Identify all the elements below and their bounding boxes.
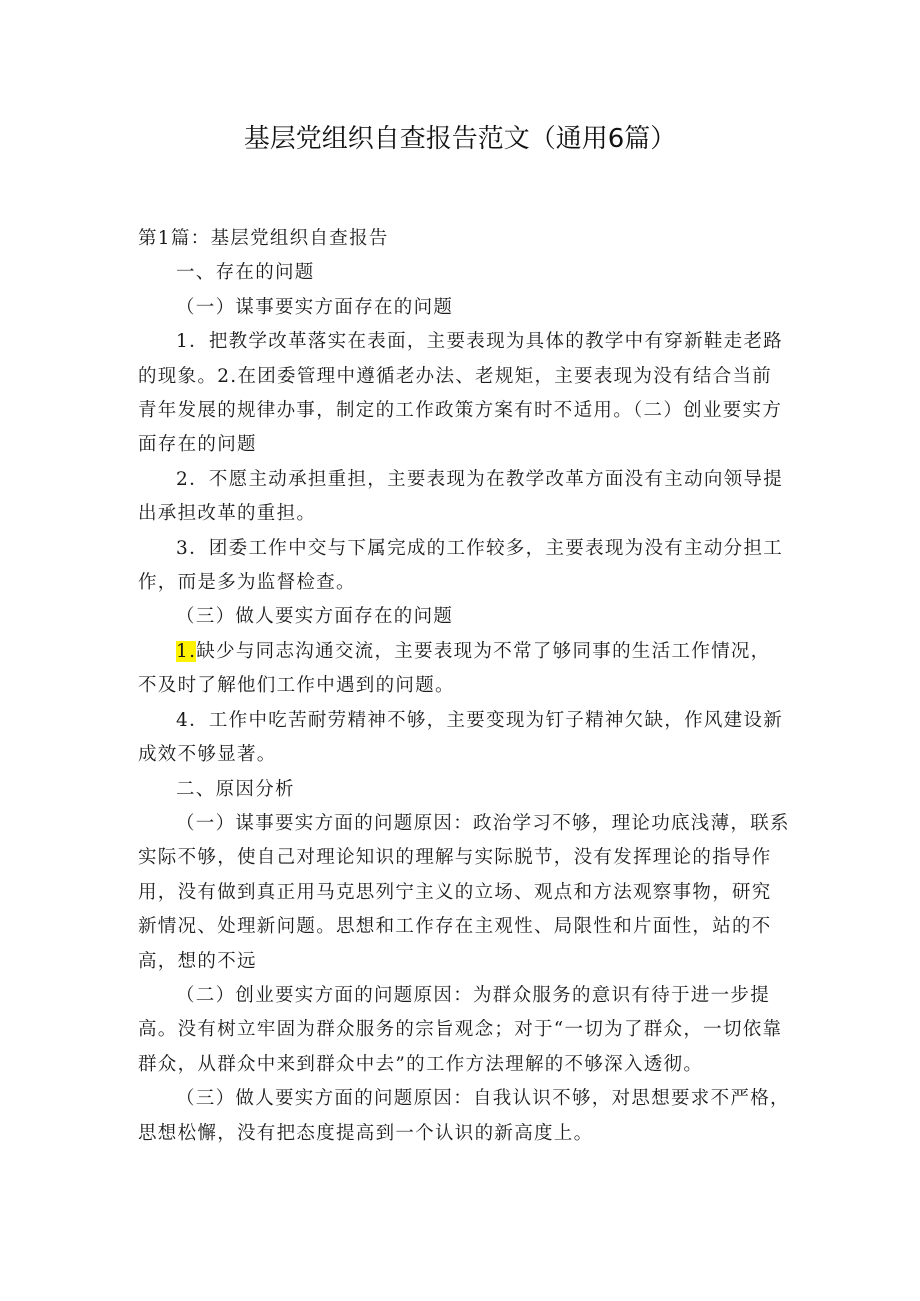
paragraph-text: 缺少与同志沟通交流，主要表现为不常了够同事的生活工作情况，不及时了解他们工作中遇到的问题。 xyxy=(138,640,771,697)
paragraph: 1．把教学改革落实在表面，主要表现为具体的教学中有穿新鞋走老路的现象。2.在团委管理中遵循老办法、老规矩，主要表现为没有结合当前青年发展的规律办事，制定的工作政策方案有时不适用。（二）创业要实方面存在的问题 xyxy=(138,331,784,456)
paragraph: （一）谋事要实方面的问题原因：政治学习不够，理论功底浅薄，联系实际不够，使自己对理论知识的理解与实际脱节，没有发挥理论的指导作用，没有做到真正用马克思列宁主义的立场、观点和方法观察事物，研究新情况、处理新问题。思想和工作存在主观性、局限性和片面性，站的不高，想的不远 xyxy=(138,812,790,972)
section-heading: 二、原因分析 xyxy=(176,778,295,800)
paragraph: 3．团委工作中交与下属完成的工作较多，主要表现为没有主动分担工作，而是多为监督检查。 xyxy=(138,537,784,594)
paragraph: （三）做人要实方面的问题原因：自我认识不够，对思想要求不严格，思想松懈，没有把态度提高到一个认识的新高度上。 xyxy=(138,1088,790,1144)
paragraph: （二）创业要实方面的问题原因：为群众服务的意识有待于进一步提高。没有树立牢固为群众服务的宗旨观念；对于“一切为了群众，一切依靠群众，从群众中来到群众中去”的工作方法理解的不够深入透彻。 xyxy=(138,984,783,1075)
paragraph: 4．工作中吃苦耐劳精神不够，主要变现为钉子精神欠缺，作风建设新成效不够显著。 xyxy=(138,709,784,766)
highlighted-number: 1. xyxy=(176,640,197,662)
paragraph: 2．不愿主动承担重担，主要表现为在教学改革方面没有主动向领导提出承担改革的重担。 xyxy=(138,468,784,525)
document-body xyxy=(138,222,790,1151)
paragraph xyxy=(138,635,790,704)
section-heading: 一、存在的问题 xyxy=(176,262,315,284)
article-heading: 第1篇：基层党组织自查报告 xyxy=(138,228,389,249)
subsection-heading: （一）谋事要实方面存在的问题 xyxy=(176,296,454,318)
subsection-heading: （三）做人要实方面存在的问题 xyxy=(176,606,454,628)
document-title: 基层党组织自查报告范文（通用6篇） xyxy=(243,124,677,154)
